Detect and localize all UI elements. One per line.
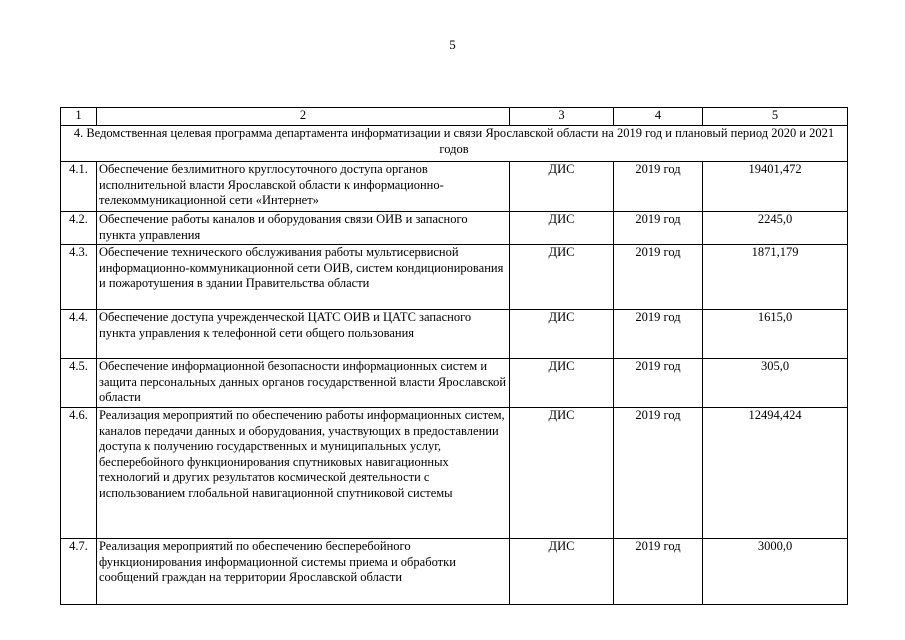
table-row — [61, 539, 848, 605]
row-amount: 2245,0 — [703, 212, 848, 245]
row-number: 4.5. — [61, 359, 97, 408]
header-cell-4: 4 — [614, 108, 703, 126]
row-number: 4.7. — [61, 539, 97, 605]
header-cell-3: 3 — [510, 108, 614, 126]
table-header-row — [61, 108, 848, 126]
row-number: 4.4. — [61, 310, 97, 359]
row-executor: ДИС — [510, 245, 614, 310]
row-executor: ДИС — [510, 359, 614, 408]
row-executor: ДИС — [510, 212, 614, 245]
row-name: Реализация мероприятий по обеспечению работы информационных систем, каналов передачи данных и оборудования, участвующих в предоставлении доступа к получению государственных и муниципальных услуг, бесперебойного функционирования спутниковых навигационных технологий и других результатов космической деятельности с использованием глобальной навигационной спутниковой системы — [97, 408, 510, 539]
row-name: Обеспечение работы каналов и оборудования связи ОИВ и запасного пункта управления — [97, 212, 510, 245]
row-period: 2019 год — [614, 245, 703, 310]
table-row — [61, 162, 848, 212]
row-amount: 12494,424 — [703, 408, 848, 539]
table-row — [61, 359, 848, 408]
row-name: Обеспечение безлимитного круглосуточного доступа органов исполнительной власти Ярославской области к информационно-телекоммуникационной сети «Интернет» — [97, 162, 510, 212]
row-amount: 1871,179 — [703, 245, 848, 310]
row-number: 4.6. — [61, 408, 97, 539]
row-executor: ДИС — [510, 162, 614, 212]
page-number: 5 — [449, 37, 456, 52]
row-number: 4.1. — [61, 162, 97, 212]
table-row — [61, 408, 848, 539]
header-cell-5: 5 — [703, 108, 848, 126]
header-cell-1: 1 — [61, 108, 97, 126]
table-row — [61, 310, 848, 359]
program-table — [60, 107, 848, 605]
section-title: 4. Ведомственная целевая программа департамента информатизации и связи Ярославской области на 2019 год и плановый период 2020 и 2021 годов — [61, 126, 848, 162]
row-period: 2019 год — [614, 212, 703, 245]
row-name: Обеспечение технического обслуживания работы мультисервисной информационно-коммуникационной сети ОИВ, систем кондиционирования и пожаротушения в здании Правительства области — [97, 245, 510, 310]
row-number: 4.2. — [61, 212, 97, 245]
row-period: 2019 год — [614, 408, 703, 539]
row-name: Реализация мероприятий по обеспечению бесперебойного функционирования информационной системы приема и обработки сообщений граждан на территории Ярославской области — [97, 539, 510, 605]
row-executor: ДИС — [510, 408, 614, 539]
row-executor: ДИС — [510, 539, 614, 605]
row-name: Обеспечение информационной безопасности информационных систем и защита персональных данных органов государственной власти Ярославской области — [97, 359, 510, 408]
row-amount: 1615,0 — [703, 310, 848, 359]
row-amount: 3000,0 — [703, 539, 848, 605]
section-title-row — [61, 126, 848, 162]
table-row — [61, 245, 848, 310]
row-amount: 19401,472 — [703, 162, 848, 212]
row-period: 2019 год — [614, 162, 703, 212]
table-row — [61, 212, 848, 245]
row-period: 2019 год — [614, 539, 703, 605]
header-cell-2: 2 — [97, 108, 510, 126]
row-amount: 305,0 — [703, 359, 848, 408]
row-period: 2019 год — [614, 359, 703, 408]
row-period: 2019 год — [614, 310, 703, 359]
row-number: 4.3. — [61, 245, 97, 310]
row-name: Обеспечение доступа учрежденческой ЦАТС ОИВ и ЦАТС запасного пункта управления к телефонной сети общего пользования — [97, 310, 510, 359]
row-executor: ДИС — [510, 310, 614, 359]
